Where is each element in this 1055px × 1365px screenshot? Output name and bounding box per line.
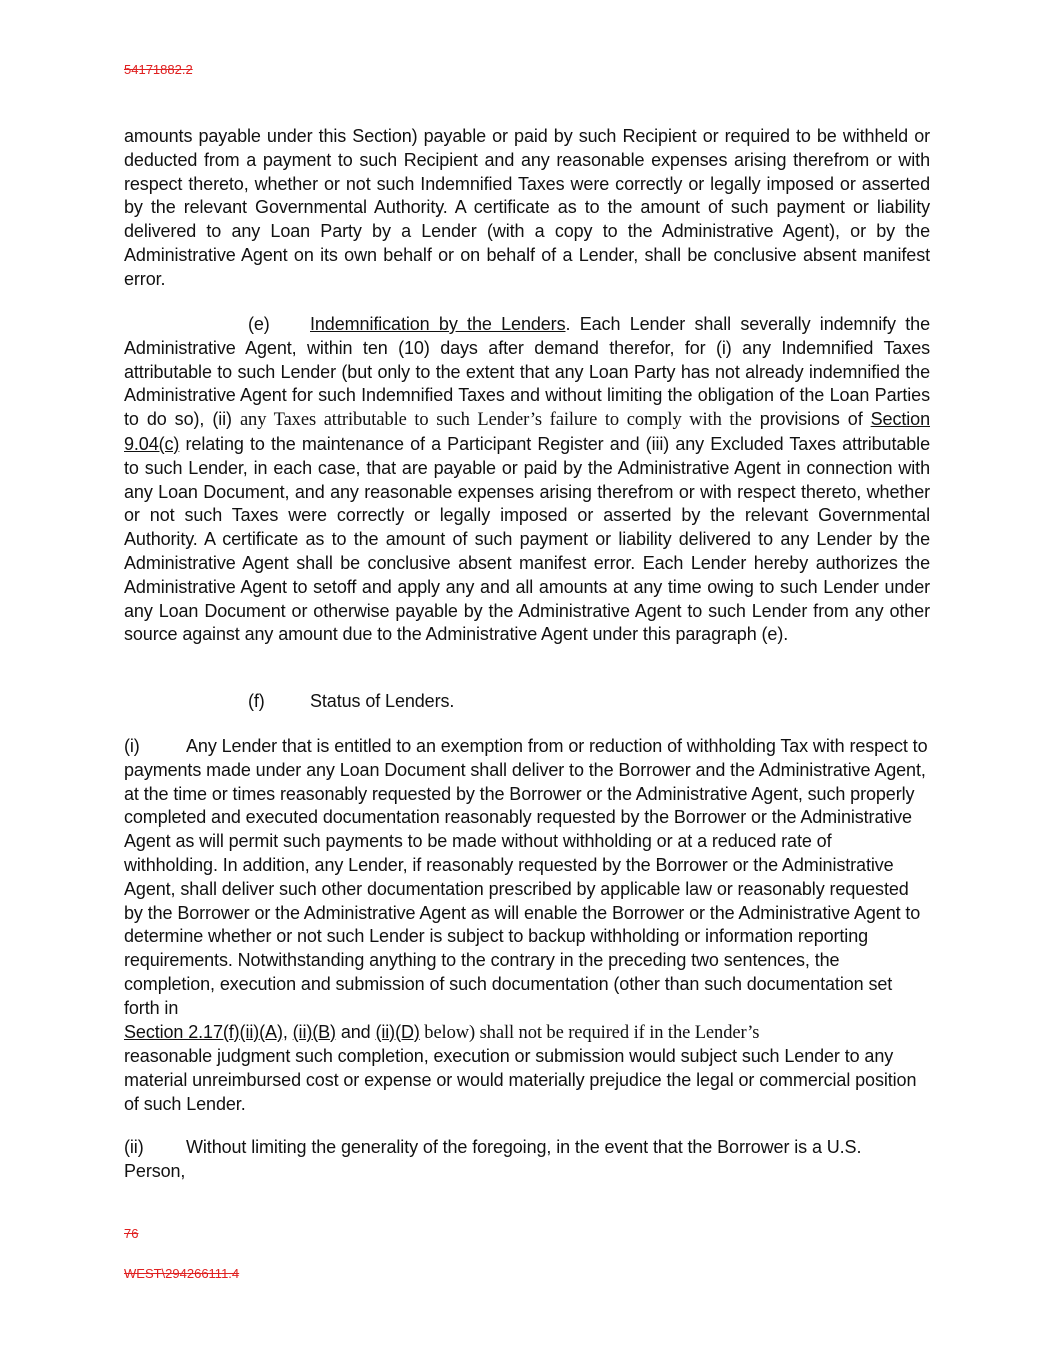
section-e-label: (e) [248, 314, 270, 334]
subsection-i-paragraph [124, 735, 930, 1117]
section-f-heading-line [124, 690, 930, 714]
footer-doc-id: WEST\294266111.4 [124, 1266, 240, 1281]
subsection-i-text-1: Any Lender that is entitled to an exemption from or reduction of withholding Tax with respect to payments made under any Loan Document shall deliver to the Borrower and the Administrative Agent, at the time or times reasonably requested by the Borrower or the Administrative Agent, such properly completed and executed documentation reasonably requested by the Borrower or the Administrative Agent as will permit such payments to be made without withholding or at a reduced rate of withholding. In addition, any Lender, if reasonably requested by the Borrower or the Administrative Agent, shall deliver such other documentation prescribed by applicable law or reasonably requested by the Borrower or the Administrative Agent as will enable the Borrower or the Administrative Agent to determine whether or not such Lender is subject to backup withholding or information reporting requirements. Notwithstanding anything to the contrary in the preceding two sentences, the completion, execution and submission of such documentation (other than such documentation set forth in [124, 736, 928, 1018]
section-9-04c-link[interactable]: Section 9.04(c) [124, 409, 930, 454]
header-doc-id: 54171882.2 [124, 62, 193, 77]
subsection-i-sep-2: and [335, 1021, 376, 1042]
footer-page-number: 76 [124, 1226, 139, 1241]
subsection-ii-paragraph [124, 1136, 930, 1184]
subsection-i-label: (i) [124, 736, 140, 756]
subsection-ii-label: (ii) [124, 1137, 144, 1157]
paragraph-continuation [124, 125, 930, 292]
subsection-i-sep-1: , [282, 1021, 293, 1042]
section-e-text-serif: any Taxes attributable to such Lender’s failure to comply with the [239, 410, 752, 431]
paragraph-continuation-text: amounts payable under this Section) payable or paid by such Recipient or required to be withheld or deducted from a payment to such Recipient and any reasonable expenses arising therefrom or with respect thereto, whether or not such Indemnified Taxes were correctly or legally imposed or asserted by the relevant Governmental Authority. A certificate as to the amount of such payment or liability delivered to any Loan Party by a Lender (with a copy to the Administrative Agent), or by the Administrative Agent on its own behalf or on behalf of a Lender, shall be conclusive absent manifest error. [124, 126, 930, 289]
section-e-heading: Indemnification by the Lenders [310, 314, 566, 334]
section-e-text-2: provisions of [751, 409, 871, 430]
section-f-heading: Status of Lenders. [310, 691, 455, 711]
subsection-i-text-serif: below) shall not be required if in the Lender’s [419, 1022, 760, 1043]
subsection-i-text-2: reasonable judgment such completion, execution or submission would subject such Lender to any material unreimbursed cost or expense or would materially prejudice the legal or commercial position of such Lender. [124, 1046, 917, 1114]
subsection-ii-text-1: Without limiting the generality of the foregoing, in the event that the Borrower is a U.S. [186, 1137, 862, 1157]
section-ii-b-link[interactable]: (ii)(B) [292, 1021, 336, 1042]
section-f-label: (f) [248, 691, 265, 711]
subsection-ii-text-2: Person, [124, 1160, 186, 1181]
section-e-paragraph [124, 313, 930, 647]
section-e-text-1: . Each Lender shall severally indemnify the Administrative Agent, within ten (10) days after demand therefor, for (i) any Indemnified Taxes attributable to such Lender (but only to the extent that any Loan Party has not already indemnified the Administrative Agent for such Indemnified Taxes and without limiting the obligation of the Loan Parties to do so), (ii) [124, 314, 931, 430]
section-2-17-f-ii-a-link[interactable]: Section 2.17(f)(ii)(A) [124, 1021, 283, 1042]
section-e-text-3: relating to the maintenance of a Participant Register and (iii) any Excluded Taxes attributable to such Lender, in each case, that are payable or paid by the Administrative Agent in connection with any Loan Document, and any reasonable expenses arising therefrom or with respect thereto, whether or not such Taxes were correctly or legally imposed or asserted by the relevant Governmental Authority. A certificate as to the amount of such payment or liability delivered to any Lender by the Administrative Agent shall be conclusive absent manifest error. Each Lender hereby authorizes the Administrative Agent to setoff and apply any and all amounts at any time owing to such Lender under any Loan Document or otherwise payable by the Administrative Agent to such Lender from any other source against any amount due to the Administrative Agent under this paragraph (e). [124, 433, 930, 645]
section-ii-d-link[interactable]: (ii)(D) [375, 1021, 420, 1042]
